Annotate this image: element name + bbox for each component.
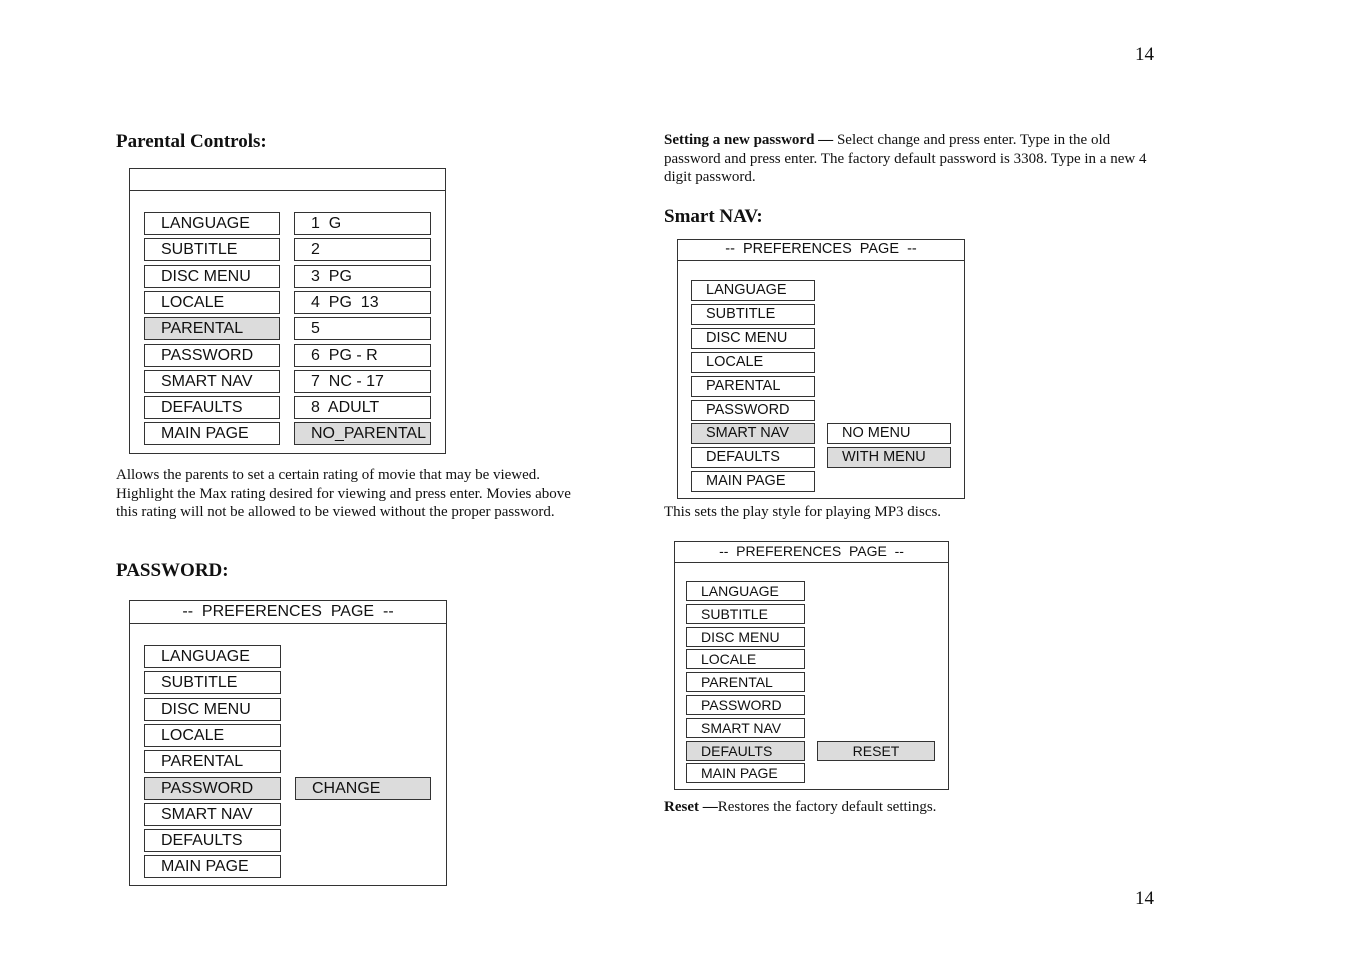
defaults-preferences-panel [674,541,949,790]
parental-controls-panel [129,168,446,454]
menu-item-language[interactable]: LANGUAGE [686,581,805,601]
menu-item-parental[interactable]: PARENTAL [691,376,815,397]
menu-item-smart-nav[interactable]: SMART NAV [686,718,805,738]
setting-password-text: Select change and press enter. Type in the old password and press enter. The factory default password is 3308. Type in a new 4 digit password. [664,132,1147,186]
rating-option-7-nc-17[interactable]: 7 NC - 17 [294,370,431,393]
menu-item-locale[interactable]: LOCALE [144,291,280,314]
menu-item-password[interactable]: PASSWORD [691,400,815,421]
reset-button[interactable]: RESET [817,741,935,761]
rating-option-no-parental[interactable]: NO_PARENTAL [294,422,431,445]
menu-item-parental[interactable]: PARENTAL [144,750,281,773]
menu-item-smart-nav[interactable]: SMART NAV [144,803,281,826]
menu-item-disc-menu[interactable]: DISC MENU [144,265,280,288]
menu-item-disc-menu[interactable]: DISC MENU [691,328,815,349]
menu-item-defaults[interactable]: DEFAULTS [691,447,815,468]
panel-title [130,169,445,191]
menu-item-subtitle[interactable]: SUBTITLE [144,671,281,694]
menu-item-main-page[interactable]: MAIN PAGE [144,855,281,878]
menu-item-locale[interactable]: LOCALE [144,724,281,747]
menu-item-subtitle[interactable]: SUBTITLE [686,604,805,624]
menu-item-password[interactable]: PASSWORD [144,344,280,367]
menu-item-subtitle[interactable]: SUBTITLE [144,238,280,261]
smart-nav-option-no-menu[interactable]: NO MENU [827,423,951,444]
menu-item-parental[interactable]: PARENTAL [686,672,805,692]
menu-item-subtitle[interactable]: SUBTITLE [691,304,815,325]
menu-item-locale[interactable]: LOCALE [691,352,815,373]
menu-item-password[interactable]: PASSWORD [144,777,281,800]
setting-password-description [664,131,1149,187]
reset-description [664,798,936,817]
menu-item-defaults[interactable]: DEFAULTS [686,741,805,761]
menu-item-main-page[interactable]: MAIN PAGE [144,422,280,445]
menu-item-defaults[interactable]: DEFAULTS [144,396,280,419]
reset-text: Restores the factory default settings. [717,799,937,815]
panel-title: -- PREFERENCES PAGE -- [130,601,446,624]
menu-item-language[interactable]: LANGUAGE [691,280,815,301]
menu-item-smart-nav[interactable]: SMART NAV [691,423,815,444]
menu-item-disc-menu[interactable]: DISC MENU [686,627,805,647]
rating-option-4-pg-13[interactable]: 4 PG 13 [294,291,431,314]
smart-nav-heading: Smart NAV: [664,206,763,227]
menu-item-language[interactable]: LANGUAGE [144,212,280,235]
password-preferences-panel [129,600,447,886]
rating-option-8-adult[interactable]: 8 ADULT [294,396,431,419]
menu-item-parental[interactable]: PARENTAL [144,317,280,340]
panel-title: -- PREFERENCES PAGE -- [675,542,948,563]
password-heading: PASSWORD: [116,560,229,581]
setting-password-label: Setting a new password — [664,132,837,148]
menu-item-defaults[interactable]: DEFAULTS [144,829,281,852]
menu-item-language[interactable]: LANGUAGE [144,645,281,668]
menu-item-main-page[interactable]: MAIN PAGE [691,471,815,492]
menu-item-smart-nav[interactable]: SMART NAV [144,370,280,393]
menu-item-disc-menu[interactable]: DISC MENU [144,698,281,721]
smart-nav-option-with-menu[interactable]: WITH MENU [827,447,951,468]
reset-label: Reset — [664,799,718,815]
smart-nav-preferences-panel [677,239,965,499]
smart-nav-description: This sets the play style for playing MP3 discs. [664,504,942,520]
parental-description: Allows the parents to set a certain rating of movie that may be viewed. Highlight the Max rating desired for viewing and press enter. Movies above this rating will not be allowed to be viewed without the proper password. [116,467,571,521]
menu-item-locale[interactable]: LOCALE [686,649,805,669]
change-password-button[interactable]: CHANGE [295,777,431,800]
parental-controls-heading: Parental Controls: [116,131,267,152]
rating-option-5[interactable]: 5 [294,317,431,340]
panel-title: -- PREFERENCES PAGE -- [678,240,964,261]
menu-item-password[interactable]: PASSWORD [686,695,805,715]
page-number-top: 14 [1135,44,1154,65]
menu-item-main-page[interactable]: MAIN PAGE [686,763,805,783]
rating-option-6-pg-r[interactable]: 6 PG - R [294,344,431,367]
rating-option-3-pg[interactable]: 3 PG [294,265,431,288]
page-number-bottom: 14 [1135,888,1154,909]
rating-option-2[interactable]: 2 [294,238,431,261]
rating-option-1-g[interactable]: 1 G [294,212,431,235]
